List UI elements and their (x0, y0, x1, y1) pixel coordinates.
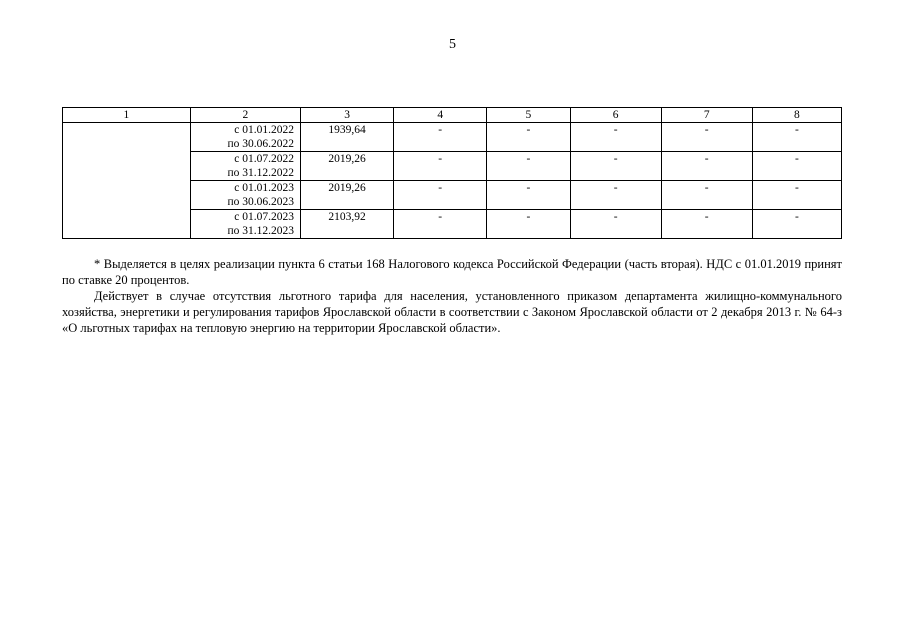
table-cell: - (570, 123, 661, 152)
table-cell: - (394, 123, 487, 152)
period-from: с 01.01.2022 (234, 124, 294, 136)
period-cell (190, 123, 300, 152)
period-from: с 01.01.2023 (234, 182, 294, 194)
period-to: по 30.06.2022 (227, 138, 294, 150)
tariff-value: 2019,26 (301, 152, 394, 181)
table-cell: - (487, 152, 570, 181)
table-cell: - (487, 210, 570, 239)
column-header: 1 (63, 108, 191, 123)
table-cell: - (394, 181, 487, 210)
table-cell: - (394, 152, 487, 181)
table-cell: - (752, 210, 841, 239)
vat-footnote: * Выделяется в целях реализации пункта 6 статьи 168 Налогового кодекса Российской Федерации (часть вторая). НДС с 01.01.2019 принят по ставке 20 процентов. (62, 257, 842, 287)
table-cell: - (661, 181, 752, 210)
period-cell (190, 152, 300, 181)
table-header-row (63, 108, 842, 123)
table-cell: - (570, 181, 661, 210)
applicability-note: Действует в случае отсутствия льготного тарифа для населения, установленного приказом департамента жилищно-коммунального хозяйства, энергетики и регулирования тарифов Ярославской области в соответствии с Законом Ярославской области от 2 декабря 2013 г. № 64-з «О льготных тарифах на тепловую энергию на территории Ярославской области». (62, 289, 842, 335)
table-cell-empty (63, 123, 191, 239)
table-cell: - (661, 152, 752, 181)
column-header: 2 (190, 108, 300, 123)
tariff-table (62, 107, 842, 239)
table-cell: - (752, 123, 841, 152)
tariff-value: 2103,92 (301, 210, 394, 239)
notes-section (62, 256, 842, 336)
period-to: по 31.12.2023 (227, 225, 294, 237)
table-cell: - (394, 210, 487, 239)
column-header: 4 (394, 108, 487, 123)
column-header: 3 (301, 108, 394, 123)
table-cell: - (570, 152, 661, 181)
period-from: с 01.07.2022 (234, 153, 294, 165)
period-cell (190, 210, 300, 239)
period-from: с 01.07.2023 (234, 211, 294, 223)
period-to: по 31.12.2022 (227, 167, 294, 179)
table-cell: - (661, 123, 752, 152)
table-cell: - (661, 210, 752, 239)
table-cell: - (487, 123, 570, 152)
column-header: 5 (487, 108, 570, 123)
table-row (63, 123, 842, 152)
period-to: по 30.06.2023 (227, 196, 294, 208)
column-header: 7 (661, 108, 752, 123)
column-header: 8 (752, 108, 841, 123)
tariff-value: 2019,26 (301, 181, 394, 210)
table-cell: - (487, 181, 570, 210)
column-header: 6 (570, 108, 661, 123)
table-cell: - (570, 210, 661, 239)
page-number: 5 (449, 37, 456, 52)
tariff-value: 1939,64 (301, 123, 394, 152)
period-cell (190, 181, 300, 210)
table-cell: - (752, 181, 841, 210)
table-cell: - (752, 152, 841, 181)
